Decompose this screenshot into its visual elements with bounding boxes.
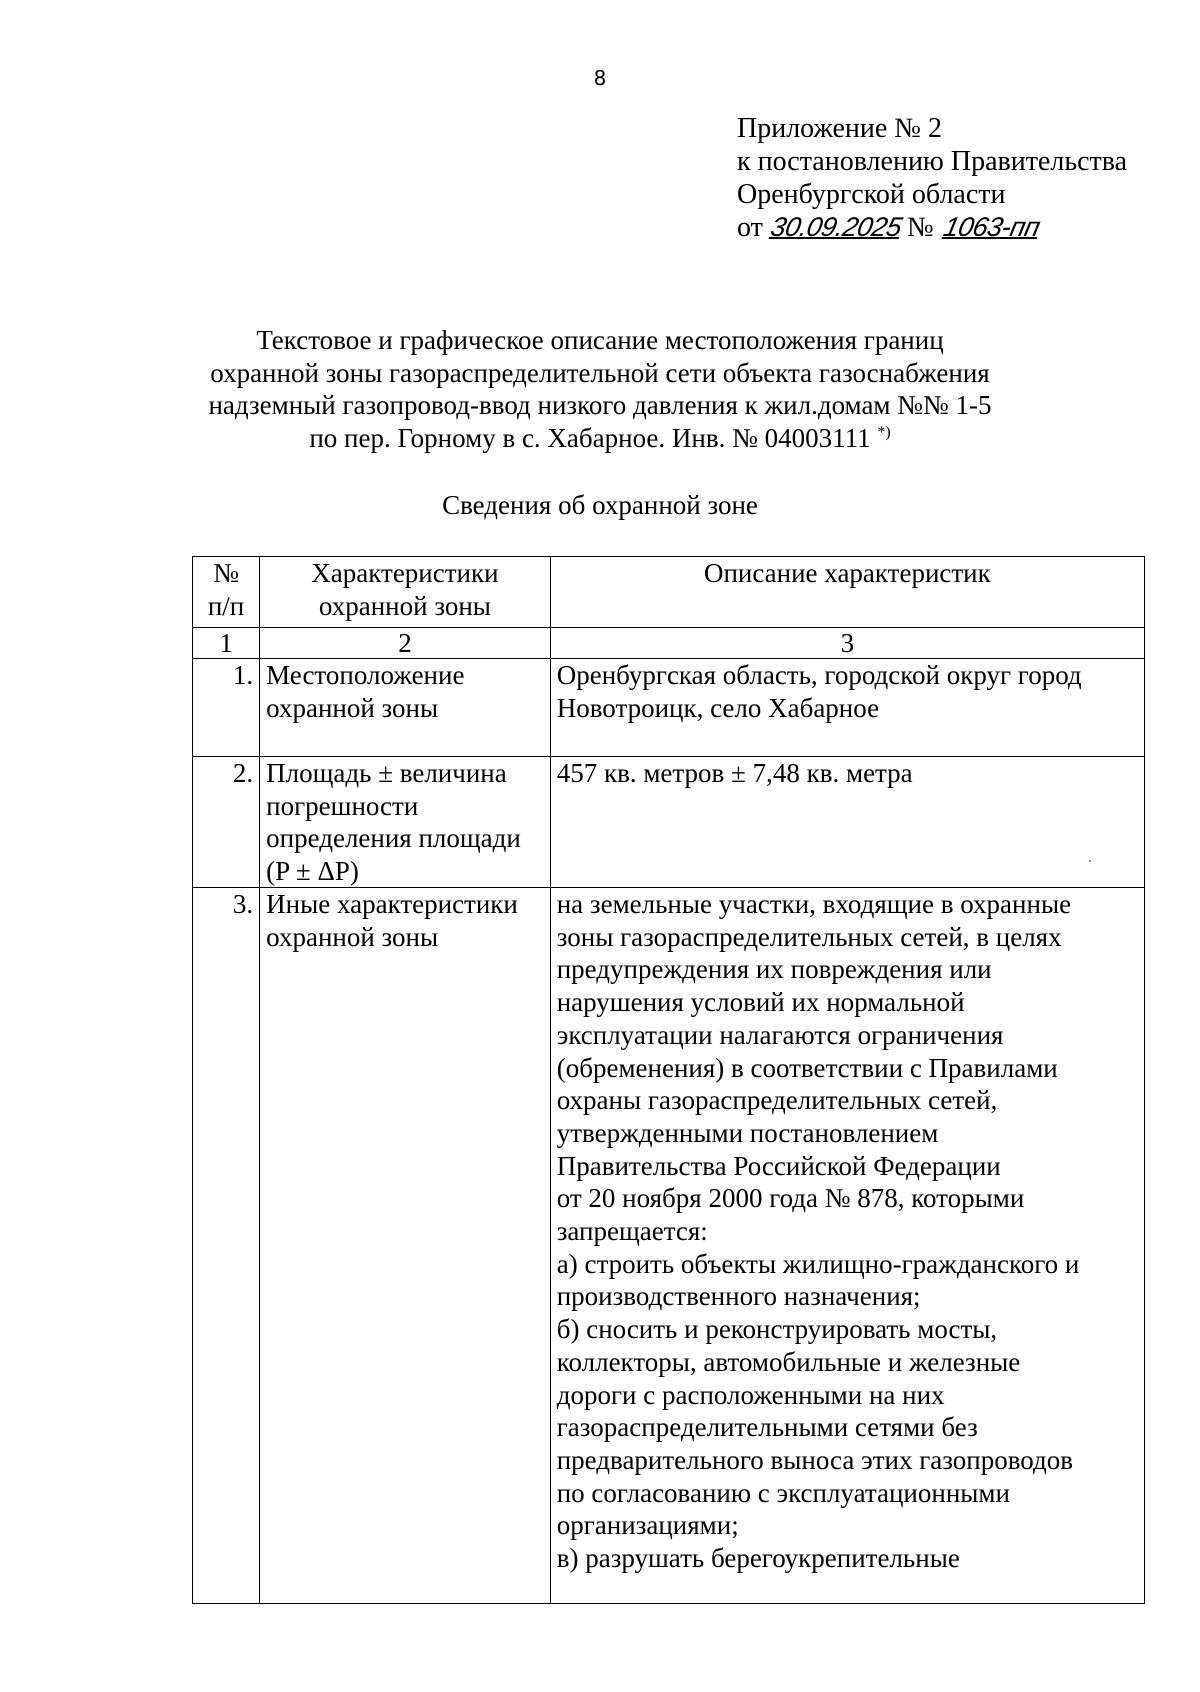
row-number: 1. xyxy=(193,659,260,757)
description-line: зоны газораспределительных сетей, в целях xyxy=(556,921,1062,952)
description-line: Правительства Российской Федерации xyxy=(556,1150,1001,1181)
description-line: предварительного выноса этих газопроводов xyxy=(556,1444,1073,1475)
handwritten-number: 1063-пп xyxy=(940,212,1043,242)
row-characteristic xyxy=(260,659,551,757)
characteristic-line: определения площади xyxy=(266,823,521,853)
column-number-2: 2 xyxy=(260,628,551,659)
description-line: предупреждения их повреждения или xyxy=(556,954,992,985)
description-line: дороги с расположенными на них xyxy=(556,1379,945,1410)
characteristic-line: охранной зоны xyxy=(266,921,439,952)
characteristic-line: (P ± ΔP) xyxy=(266,855,359,886)
description-line: запрещается: xyxy=(556,1216,708,1247)
table-row xyxy=(193,659,1145,757)
description-line: на земельные участки, входящие в охранные xyxy=(556,889,1072,919)
appendix-from-label: от xyxy=(737,212,763,243)
header-number-line-1: № xyxy=(213,558,239,588)
characteristic-line: Площадь ± величина xyxy=(266,758,507,788)
document-title xyxy=(0,324,1200,454)
header-characteristics-line-1: Характеристики xyxy=(311,558,499,588)
description-line: Оренбургская область, городской округ город xyxy=(556,660,1082,690)
description-line: по согласованию с эксплуатационными xyxy=(556,1477,1010,1508)
table-header-row xyxy=(193,557,1145,628)
header-characteristics xyxy=(260,557,551,628)
appendix-title: Приложение № 2 xyxy=(737,113,942,144)
section-subtitle: Сведения об охранной зоне xyxy=(442,490,758,520)
description-line: от 20 ноября 2000 года № 878, которыми xyxy=(556,1183,1025,1214)
characteristic-line: Местоположение xyxy=(266,660,465,690)
description-line: утвержденными постановлением xyxy=(556,1117,939,1148)
header-characteristics-line-2: охранной зоны xyxy=(318,590,491,621)
row-description xyxy=(550,659,1144,757)
row-characteristic xyxy=(260,888,551,1604)
characteristic-line: Иные характеристики xyxy=(266,889,518,919)
description-line: Новотроицк, село Хабарное xyxy=(556,692,880,723)
header-number-line-2: п/п xyxy=(207,590,245,621)
table-row xyxy=(193,888,1145,1604)
title-line-4 xyxy=(0,422,1200,455)
appendix-block xyxy=(737,112,1127,244)
title-line-2: охранной зоны газораспределительной сети объекта газоснабжения xyxy=(210,357,990,388)
description-line: в) разрушать берегоукрепительные xyxy=(556,1543,960,1574)
handwritten-date: 30.09.2025 xyxy=(767,212,905,242)
row-number: 3. xyxy=(193,888,260,1604)
description-line: коллекторы, автомобильные и железные xyxy=(556,1346,1021,1377)
title-line-4-text: по пер. Горному в с. Хабарное. Инв. № 04003111 xyxy=(309,422,871,453)
description-line: нарушения условий их нормальной xyxy=(556,987,965,1018)
characteristic-line: охранной зоны xyxy=(266,692,439,723)
description-line: охраны газораспределительных сетей, xyxy=(556,1085,998,1116)
description-line: (обременения) в соответствии с Правилами xyxy=(556,1052,1058,1083)
appendix-date-number-line xyxy=(737,211,1127,244)
footnote-mark: *) xyxy=(877,423,891,441)
characteristic-line: погрешности xyxy=(266,790,419,821)
zone-info-table xyxy=(192,556,1145,1604)
header-description xyxy=(550,557,1144,628)
description-line: эксплуатации налагаются ограничения xyxy=(556,1019,1004,1050)
appendix-resolution: к постановлению Правительства xyxy=(737,146,1128,177)
scan-speck xyxy=(1089,860,1091,862)
column-number-row xyxy=(193,628,1145,659)
column-number-3: 3 xyxy=(550,628,1144,659)
title-line-1: Текстовое и графическое описание местоположения границ xyxy=(256,325,944,355)
description-line: производственного назначения; xyxy=(556,1281,921,1312)
row-characteristic xyxy=(260,757,551,888)
description-line: организациями; xyxy=(556,1510,739,1541)
page-number: 8 xyxy=(593,66,607,90)
description-line: газораспределительными сетями без xyxy=(556,1412,978,1443)
description-line: а) строить объекты жилищно-гражданского и xyxy=(556,1248,1080,1279)
description-line: 457 кв. метров ± 7,48 кв. метра xyxy=(556,758,913,788)
row-description xyxy=(550,757,1144,888)
row-description xyxy=(550,888,1144,1604)
table-row xyxy=(193,757,1145,888)
header-description-text: Описание характеристик xyxy=(703,558,991,588)
header-number xyxy=(193,557,260,628)
column-number-1: 1 xyxy=(193,628,260,659)
appendix-region: Оренбургской области xyxy=(737,179,1006,210)
number-sign: № xyxy=(907,212,934,243)
description-line: б) сносить и реконструировать мосты, xyxy=(556,1314,998,1345)
title-line-3: надземный газопровод-ввод низкого давления к жил.домам №№ 1-5 xyxy=(208,390,992,420)
row-number: 2. xyxy=(193,757,260,888)
